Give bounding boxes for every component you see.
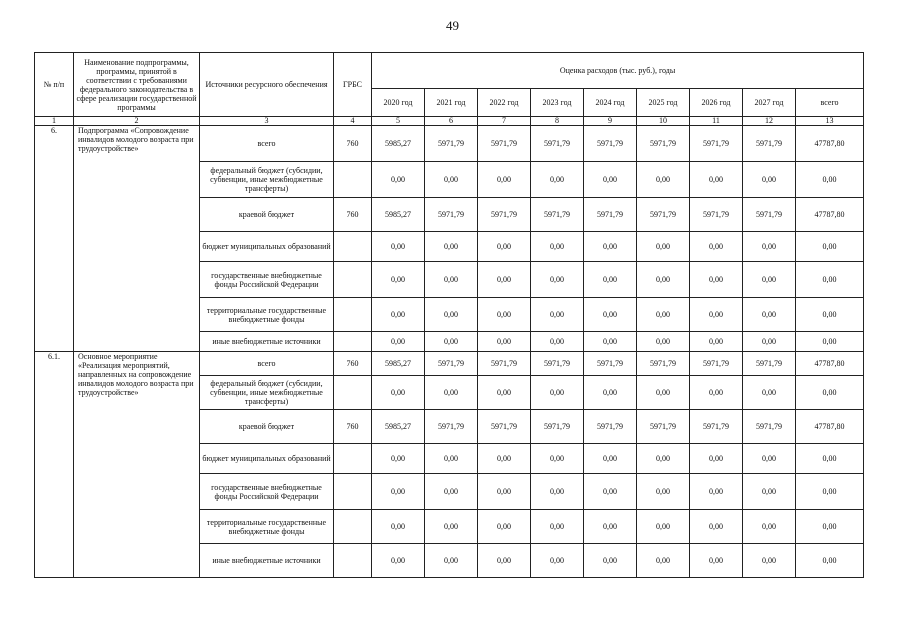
year-value: 0,00 <box>531 162 584 198</box>
year-value: 0,00 <box>425 262 478 298</box>
year-value: 5971,79 <box>531 352 584 376</box>
funding-source: всего <box>200 352 334 376</box>
total-value: 0,00 <box>796 162 864 198</box>
section-name: Основное мероприятие «Реализация мероприятий, направленных на сопровождение инвалидов молодого возраста при трудоустройстве» <box>74 352 200 578</box>
year-value: 5971,79 <box>690 410 743 444</box>
column-index: 3 <box>200 117 334 126</box>
year-value: 5971,79 <box>425 126 478 162</box>
year-value: 0,00 <box>637 510 690 544</box>
grbs-code <box>334 474 372 510</box>
year-value: 0,00 <box>584 544 637 578</box>
year-value: 0,00 <box>425 444 478 474</box>
year-value: 0,00 <box>531 298 584 332</box>
total-value: 47787,80 <box>796 198 864 232</box>
year-value: 5971,79 <box>743 410 796 444</box>
year-value: 5971,79 <box>637 410 690 444</box>
funding-source: государственные внебюджетные фонды Российской Федерации <box>200 474 334 510</box>
year-value: 5971,79 <box>478 198 531 232</box>
funding-source: иные внебюджетные источники <box>200 544 334 578</box>
header-year: 2021 год <box>425 89 478 117</box>
total-value: 0,00 <box>796 262 864 298</box>
year-value: 0,00 <box>425 298 478 332</box>
year-value: 5971,79 <box>478 352 531 376</box>
header-total: всего <box>796 89 864 117</box>
year-value: 5971,79 <box>478 410 531 444</box>
year-value: 0,00 <box>690 544 743 578</box>
year-value: 0,00 <box>637 444 690 474</box>
header-year: 2027 год <box>743 89 796 117</box>
year-value: 0,00 <box>531 262 584 298</box>
year-value: 0,00 <box>478 232 531 262</box>
year-value: 5971,79 <box>637 352 690 376</box>
total-value: 0,00 <box>796 444 864 474</box>
total-value: 0,00 <box>796 474 864 510</box>
total-value: 0,00 <box>796 544 864 578</box>
funding-source: государственные внебюджетные фонды Российской Федерации <box>200 262 334 298</box>
grbs-code <box>334 544 372 578</box>
column-index-row <box>35 117 864 126</box>
column-index: 1 <box>35 117 74 126</box>
year-value: 0,00 <box>743 544 796 578</box>
funding-source: федеральный бюджет (субсидии, субвенции, иные межбюджетные трансферты) <box>200 162 334 198</box>
year-value: 0,00 <box>372 232 425 262</box>
year-value: 0,00 <box>690 262 743 298</box>
grbs-code: 760 <box>334 126 372 162</box>
grbs-code <box>334 162 372 198</box>
year-value: 0,00 <box>425 232 478 262</box>
year-value: 5971,79 <box>584 410 637 444</box>
year-value: 0,00 <box>584 510 637 544</box>
year-value: 0,00 <box>372 376 425 410</box>
year-value: 0,00 <box>743 262 796 298</box>
year-value: 0,00 <box>531 510 584 544</box>
funding-source: иные внебюджетные источники <box>200 332 334 352</box>
year-value: 0,00 <box>425 474 478 510</box>
year-value: 0,00 <box>584 298 637 332</box>
year-value: 0,00 <box>531 544 584 578</box>
funding-source: краевой бюджет <box>200 198 334 232</box>
year-value: 0,00 <box>478 376 531 410</box>
year-value: 0,00 <box>425 162 478 198</box>
year-value: 5971,79 <box>531 410 584 444</box>
year-value: 0,00 <box>372 444 425 474</box>
table-body <box>35 126 864 578</box>
column-index: 13 <box>796 117 864 126</box>
year-value: 0,00 <box>584 444 637 474</box>
column-index: 12 <box>743 117 796 126</box>
year-value: 0,00 <box>743 298 796 332</box>
year-value: 0,00 <box>637 376 690 410</box>
header-number: № п/п <box>35 53 74 117</box>
header-year: 2024 год <box>584 89 637 117</box>
column-index: 9 <box>584 117 637 126</box>
year-value: 0,00 <box>637 544 690 578</box>
year-value: 0,00 <box>637 162 690 198</box>
year-value: 0,00 <box>372 544 425 578</box>
year-value: 0,00 <box>531 444 584 474</box>
year-value: 0,00 <box>425 544 478 578</box>
year-value: 0,00 <box>478 162 531 198</box>
funding-source: всего <box>200 126 334 162</box>
header-expense-estimate: Оценка расходов (тыс. руб.), годы <box>372 53 864 89</box>
grbs-code: 760 <box>334 198 372 232</box>
year-value: 0,00 <box>584 232 637 262</box>
year-value: 0,00 <box>743 376 796 410</box>
year-value: 5971,79 <box>584 126 637 162</box>
header-year: 2022 год <box>478 89 531 117</box>
year-value: 0,00 <box>637 298 690 332</box>
year-value: 5971,79 <box>531 198 584 232</box>
year-value: 5971,79 <box>637 126 690 162</box>
total-value: 0,00 <box>796 332 864 352</box>
total-value: 47787,80 <box>796 410 864 444</box>
year-value: 5971,79 <box>690 126 743 162</box>
grbs-code: 760 <box>334 352 372 376</box>
year-value: 5971,79 <box>743 126 796 162</box>
year-value: 0,00 <box>372 510 425 544</box>
year-value: 0,00 <box>584 262 637 298</box>
year-value: 5971,79 <box>425 410 478 444</box>
year-value: 0,00 <box>478 444 531 474</box>
funding-source: территориальные государственные внебюджетные фонды <box>200 510 334 544</box>
grbs-code <box>334 510 372 544</box>
header-year: 2025 год <box>637 89 690 117</box>
column-index: 6 <box>425 117 478 126</box>
grbs-code <box>334 262 372 298</box>
year-value: 5971,79 <box>637 198 690 232</box>
year-value: 0,00 <box>478 544 531 578</box>
header-year: 2026 год <box>690 89 743 117</box>
header-year: 2023 год <box>531 89 584 117</box>
year-value: 0,00 <box>425 376 478 410</box>
total-value: 0,00 <box>796 232 864 262</box>
section-name: Подпрограмма «Сопровождение инвалидов молодого возраста при трудоустройстве» <box>74 126 200 352</box>
year-value: 0,00 <box>690 232 743 262</box>
column-index: 10 <box>637 117 690 126</box>
year-value: 5985,27 <box>372 126 425 162</box>
grbs-code <box>334 232 372 262</box>
year-value: 0,00 <box>478 298 531 332</box>
year-value: 0,00 <box>743 474 796 510</box>
year-value: 5985,27 <box>372 198 425 232</box>
year-value: 0,00 <box>478 474 531 510</box>
year-value: 0,00 <box>637 474 690 510</box>
year-value: 5985,27 <box>372 410 425 444</box>
total-value: 0,00 <box>796 298 864 332</box>
grbs-code <box>334 444 372 474</box>
total-value: 47787,80 <box>796 126 864 162</box>
year-value: 0,00 <box>690 376 743 410</box>
page-number: 49 <box>446 18 459 33</box>
grbs-code <box>334 376 372 410</box>
year-value: 0,00 <box>531 332 584 352</box>
year-value: 0,00 <box>637 332 690 352</box>
year-value: 0,00 <box>531 474 584 510</box>
grbs-code <box>334 298 372 332</box>
year-value: 0,00 <box>478 262 531 298</box>
year-value: 0,00 <box>372 474 425 510</box>
year-value: 0,00 <box>690 162 743 198</box>
year-value: 0,00 <box>372 262 425 298</box>
section-number: 6.1. <box>35 352 74 578</box>
year-value: 5971,79 <box>584 198 637 232</box>
section-number: 6. <box>35 126 74 352</box>
funding-source: территориальные государственные внебюджетные фонды <box>200 298 334 332</box>
year-value: 0,00 <box>584 376 637 410</box>
year-value: 0,00 <box>743 332 796 352</box>
table-header <box>35 53 864 126</box>
year-value: 0,00 <box>690 332 743 352</box>
year-value: 0,00 <box>478 332 531 352</box>
year-value: 0,00 <box>372 162 425 198</box>
column-index: 11 <box>690 117 743 126</box>
funding-source: бюджет муниципальных образований <box>200 444 334 474</box>
column-index: 4 <box>334 117 372 126</box>
year-value: 5971,79 <box>425 198 478 232</box>
year-value: 0,00 <box>690 298 743 332</box>
year-value: 0,00 <box>425 332 478 352</box>
header-grbs: ГРБС <box>334 53 372 117</box>
year-value: 0,00 <box>743 510 796 544</box>
year-value: 0,00 <box>690 510 743 544</box>
grbs-code: 760 <box>334 410 372 444</box>
year-value: 0,00 <box>690 474 743 510</box>
year-value: 0,00 <box>372 298 425 332</box>
funding-source: федеральный бюджет (субсидии, субвенции, иные межбюджетные трансферты) <box>200 376 334 410</box>
year-value: 0,00 <box>743 232 796 262</box>
year-value: 5971,79 <box>584 352 637 376</box>
total-value: 0,00 <box>796 376 864 410</box>
column-index: 8 <box>531 117 584 126</box>
funding-source: краевой бюджет <box>200 410 334 444</box>
header-funding-source: Источники ресурсного обеспечения <box>200 53 334 117</box>
year-value: 0,00 <box>584 474 637 510</box>
year-value: 0,00 <box>531 232 584 262</box>
year-value: 5971,79 <box>690 198 743 232</box>
table-row <box>35 352 864 376</box>
header-program-name: Наименование подпрограммы, программы, принятой в соответствии с требованиями федерального законодательства в сфере реализации государственной программы <box>74 53 200 117</box>
year-value: 0,00 <box>478 510 531 544</box>
year-value: 0,00 <box>584 332 637 352</box>
column-index: 5 <box>372 117 425 126</box>
budget-table <box>34 52 864 578</box>
year-value: 0,00 <box>637 262 690 298</box>
column-index: 7 <box>478 117 531 126</box>
grbs-code <box>334 332 372 352</box>
year-value: 5971,79 <box>743 198 796 232</box>
year-value: 0,00 <box>743 444 796 474</box>
table-row <box>35 126 864 162</box>
funding-source: бюджет муниципальных образований <box>200 232 334 262</box>
year-value: 0,00 <box>425 510 478 544</box>
year-value: 0,00 <box>584 162 637 198</box>
year-value: 0,00 <box>743 162 796 198</box>
year-value: 5971,79 <box>531 126 584 162</box>
year-value: 5971,79 <box>743 352 796 376</box>
year-value: 5971,79 <box>425 352 478 376</box>
column-index: 2 <box>74 117 200 126</box>
year-value: 0,00 <box>531 376 584 410</box>
year-value: 0,00 <box>690 444 743 474</box>
year-value: 5971,79 <box>478 126 531 162</box>
year-value: 5971,79 <box>690 352 743 376</box>
year-value: 0,00 <box>372 332 425 352</box>
year-value: 5985,27 <box>372 352 425 376</box>
total-value: 0,00 <box>796 510 864 544</box>
total-value: 47787,80 <box>796 352 864 376</box>
header-year: 2020 год <box>372 89 425 117</box>
year-value: 0,00 <box>637 232 690 262</box>
